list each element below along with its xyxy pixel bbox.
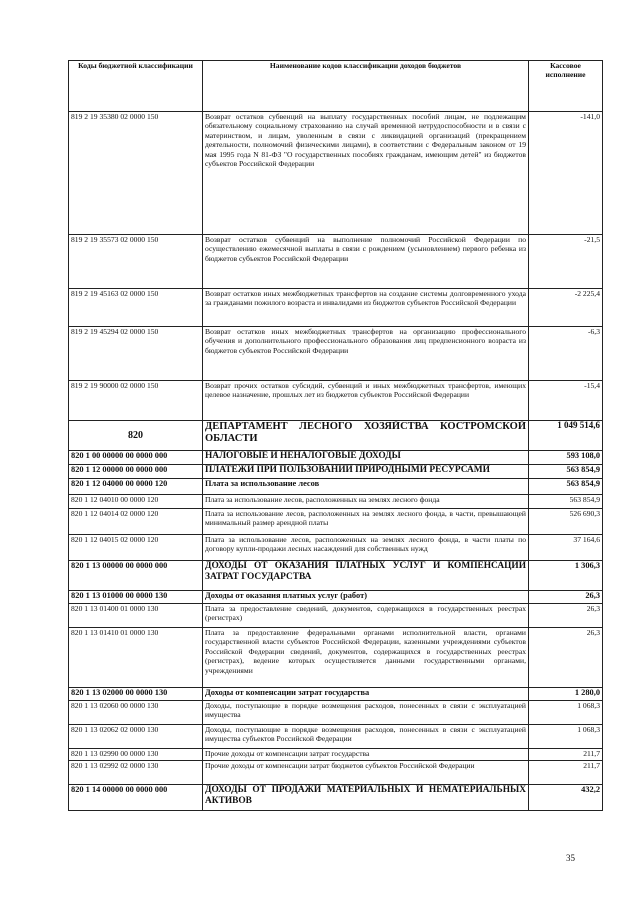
table-row — [69, 289, 603, 327]
row-code: 820 1 00 00000 00 0000 000 — [69, 451, 203, 465]
table-row — [69, 495, 603, 509]
row-amount: 1 068,3 — [529, 725, 603, 749]
row-amount: 26,3 — [529, 591, 603, 604]
row-code: 820 1 14 00000 00 0000 000 — [69, 785, 203, 811]
row-code: 820 1 13 01000 00 0000 130 — [69, 591, 203, 604]
row-code: 820 1 12 00000 00 0000 000 — [69, 465, 203, 479]
table-row — [69, 749, 603, 761]
header-amount: Кассовое исполнение — [529, 61, 603, 112]
row-amount: 1 049 514,6 — [529, 421, 603, 451]
row-amount: -21,5 — [529, 235, 603, 289]
table-row — [69, 381, 603, 421]
row-amount: 593 108,0 — [529, 451, 603, 465]
table-row — [69, 628, 603, 688]
table-row — [69, 479, 603, 495]
row-code: 819 2 19 35573 02 0000 150 — [69, 235, 203, 289]
row-amount: 211,7 — [529, 761, 603, 785]
row-name: НАЛОГОВЫЕ И НЕНАЛОГОВЫЕ ДОХОДЫ — [203, 451, 529, 465]
row-amount: 563 854,9 — [529, 479, 603, 495]
row-name: Возврат остатков иных межбюджетных трансфертов на организацию профессионального обучения и дополнительного профессионального образования лиц предпенсионного возраста из бюджетов субъектов Российской Федерации — [203, 327, 529, 381]
table-row — [69, 327, 603, 381]
table-row — [69, 112, 603, 235]
table-row — [69, 509, 603, 535]
row-name: Доходы от оказания платных услуг (работ) — [203, 591, 529, 604]
row-code: 819 2 19 45163 02 0000 150 — [69, 289, 203, 327]
table-row — [69, 235, 603, 289]
row-name: Плата за использование лесов, расположенных на землях лесного фонда, в части, превышающей минимальный размер арендной платы — [203, 509, 529, 535]
row-name: ПЛАТЕЖИ ПРИ ПОЛЬЗОВАНИИ ПРИРОДНЫМИ РЕСУРСАМИ — [203, 465, 529, 479]
row-amount: 26,3 — [529, 604, 603, 628]
row-code: 820 1 13 00000 00 0000 000 — [69, 561, 203, 591]
row-code: 820 1 13 02000 00 0000 130 — [69, 688, 203, 701]
row-name: Доходы от компенсации затрат государства — [203, 688, 529, 701]
row-name: Возврат остатков иных межбюджетных трансфертов на создание системы долговременного ухода за гражданами пожилого возраста и инвалидами из бюджетов субъектов Российской Федерации — [203, 289, 529, 327]
row-code: 820 1 13 01410 01 0000 130 — [69, 628, 203, 688]
row-code: 819 2 19 45294 02 0000 150 — [69, 327, 203, 381]
table-row — [69, 561, 603, 591]
table-row — [69, 761, 603, 785]
table-row — [69, 535, 603, 561]
table-row — [69, 701, 603, 725]
row-amount: 563 854,9 — [529, 495, 603, 509]
row-amount: 1 306,3 — [529, 561, 603, 591]
row-name: Плата за предоставление сведений, документов, содержащихся в государственных реестрах (регистрах) — [203, 604, 529, 628]
header-codes: Коды бюджетной классификации — [69, 61, 203, 112]
row-code: 820 1 13 02060 00 0000 130 — [69, 701, 203, 725]
row-amount: -141,0 — [529, 112, 603, 235]
row-name: ДОХОДЫ ОТ ПРОДАЖИ МАТЕРИАЛЬНЫХ И НЕМАТЕРИАЛЬНЫХ АКТИВОВ — [203, 785, 529, 811]
row-name: Плата за использование лесов — [203, 479, 529, 495]
row-name: Плата за использование лесов, расположенных на землях лесного фонда — [203, 495, 529, 509]
row-amount: 432,2 — [529, 785, 603, 811]
row-code: 819 2 19 90000 02 0000 150 — [69, 381, 203, 421]
page-number: 35 — [566, 853, 575, 863]
row-code: 820 1 12 04014 02 0000 120 — [69, 509, 203, 535]
row-name: Возврат прочих остатков субсидий, субвенций и иных межбюджетных трансфертов, имеющих целевое назначение, прошлых лет из бюджетов субъектов Российской Федерации — [203, 381, 529, 421]
row-name: Прочие доходы от компенсации затрат государства — [203, 749, 529, 761]
table-row — [69, 688, 603, 701]
row-amount: 211,7 — [529, 749, 603, 761]
table-row-department — [69, 421, 603, 451]
row-code: 819 2 19 35380 02 0000 150 — [69, 112, 203, 235]
row-code: 820 1 12 04000 00 0000 120 — [69, 479, 203, 495]
table-row — [69, 785, 603, 811]
row-amount: -6,3 — [529, 327, 603, 381]
row-name: Прочие доходы от компенсации затрат бюджетов субъектов Российской Федерации — [203, 761, 529, 785]
table-row — [69, 591, 603, 604]
row-name: ДОХОДЫ ОТ ОКАЗАНИЯ ПЛАТНЫХ УСЛУГ И КОМПЕНСАЦИИ ЗАТРАТ ГОСУДАРСТВА — [203, 561, 529, 591]
table-header-row — [69, 61, 603, 112]
row-code: 820 1 13 02062 02 0000 130 — [69, 725, 203, 749]
row-code: 820 — [69, 421, 203, 451]
row-code: 820 1 13 01400 01 0000 130 — [69, 604, 203, 628]
row-code: 820 1 12 04010 00 0000 120 — [69, 495, 203, 509]
table-row — [69, 604, 603, 628]
table-row — [69, 465, 603, 479]
row-code: 820 1 13 02990 00 0000 130 — [69, 749, 203, 761]
table-row — [69, 725, 603, 749]
table-row — [69, 451, 603, 465]
row-code: 820 1 13 02992 02 0000 130 — [69, 761, 203, 785]
row-amount: -15,4 — [529, 381, 603, 421]
row-name: Плата за использование лесов, расположенных на землях лесного фонда, в части платы по договору купли-продажи лесных насаждений для собственных нужд — [203, 535, 529, 561]
row-name: Возврат остатков субвенций на выполнение полномочий Российской Федерации по осуществлению ежемесячной выплаты в связи с рождением (усыновлением) первого ребенка из бюджетов субъектов Российской Федерации — [203, 235, 529, 289]
row-name: ДЕПАРТАМЕНТ ЛЕСНОГО ХОЗЯЙСТВА КОСТРОМСКОЙ ОБЛАСТИ — [203, 421, 529, 451]
row-amount: 1 280,0 — [529, 688, 603, 701]
row-amount: 37 164,6 — [529, 535, 603, 561]
row-name: Плата за предоставление федеральными органами исполнительной власти, органами государственной власти субъектов Российской Федерации, казенными учреждениями субъектов Российской Федерации сведений, документов, содержащихся в государственных реестрах (регистрах), ведение которых осуществляется данными государственными органами, учреждениями — [203, 628, 529, 688]
row-amount: 526 690,3 — [529, 509, 603, 535]
row-code: 820 1 12 04015 02 0000 120 — [69, 535, 203, 561]
row-amount: 26,3 — [529, 628, 603, 688]
row-name: Доходы, поступающие в порядке возмещения расходов, понесенных в связи с эксплуатацией имущества — [203, 701, 529, 725]
header-name: Наименование кодов классификации доходов бюджетов — [203, 61, 529, 112]
row-name: Доходы, поступающие в порядке возмещения расходов, понесенных в связи с эксплуатацией имущества субъектов Российской Федерации — [203, 725, 529, 749]
row-amount: -2 225,4 — [529, 289, 603, 327]
row-amount: 1 068,3 — [529, 701, 603, 725]
row-amount: 563 854,9 — [529, 465, 603, 479]
budget-table — [68, 60, 603, 811]
row-name: Возврат остатков субвенций на выплату государственных пособий лицам, не подлежащим обязательному социальному страхованию на случай временной нетрудоспособности и в связи с материнством, и лицам, уволенным в связи с ликвидацией организаций (прекращением деятельности, полномочий физическими лицами), в соответствии с Федеральным законом от 19 мая 1995 года N 81-ФЗ "О государственных пособиях гражданам, имеющим детей" из бюджетов субъектов Российской Федерации — [203, 112, 529, 235]
